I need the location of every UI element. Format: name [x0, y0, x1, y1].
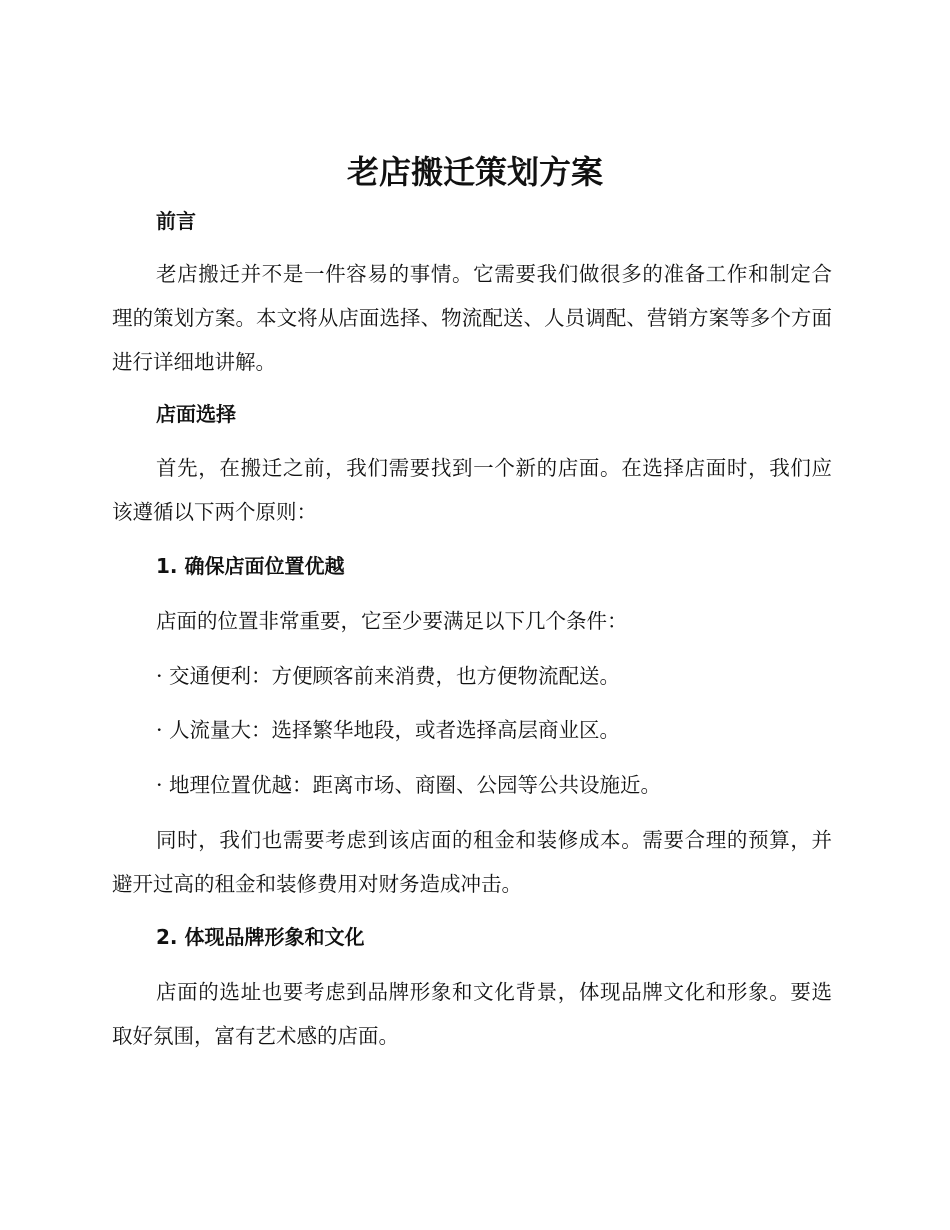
principle-2-heading: 2. 体现品牌形象和文化 [156, 925, 365, 949]
bullet-item-foot-traffic: · 人流量大：选择繁华地段，或者选择高层商业区。 [156, 718, 621, 742]
document-title: 老店搬迁策划方案 [346, 153, 603, 191]
preface-paragraph: 老店搬迁并不是一件容易的事情。它需要我们做很多的准备工作和制定合理的策划方案。本文将从店面选择、物流配送、人员调配、营销方案等多个方面进行详细地讲解。 [112, 262, 832, 374]
store-selection-intro: 首先，在搬迁之前，我们需要找到一个新的店面。在选择店面时，我们应该遵循以下两个原则： [112, 456, 832, 524]
bullet-item-location: · 地理位置优越：距离市场、商圈、公园等公共设施近。 [156, 773, 662, 797]
principle-1-closing: 同时，我们也需要考虑到该店面的租金和装修成本。需要合理的预算，并避开过高的租金和装修费用对财务造成冲击。 [112, 828, 832, 896]
section-heading-store-selection: 店面选择 [156, 402, 236, 426]
principle-1-heading: 1. 确保店面位置优越 [156, 554, 345, 578]
principle-2-paragraph: 店面的选址也要考虑到品牌形象和文化背景，体现品牌文化和形象。要选取好氛围，富有艺术感的店面。 [112, 980, 832, 1048]
principle-1-intro: 店面的位置非常重要，它至少要满足以下几个条件： [156, 609, 628, 633]
section-heading-preface: 前言 [156, 209, 196, 233]
bullet-item-traffic: · 交通便利：方便顾客前来消费，也方便物流配送。 [156, 664, 621, 688]
